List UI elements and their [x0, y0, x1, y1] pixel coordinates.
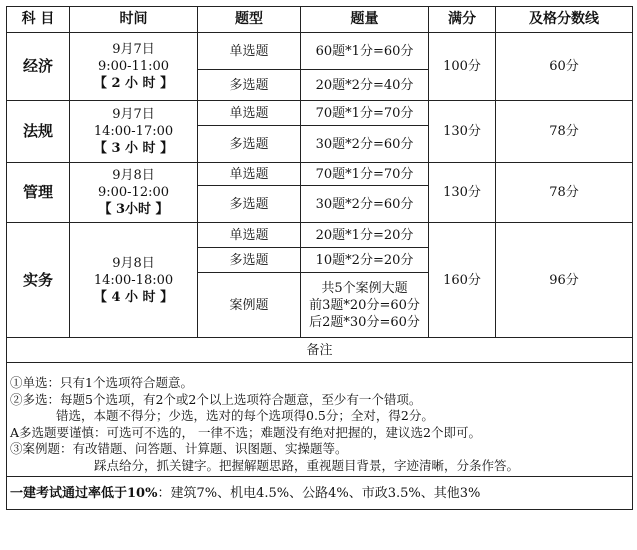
case-line: 共5个案例大题 [321, 280, 408, 296]
header-time: 时间 [70, 7, 198, 33]
question-type: 单选题 [198, 223, 301, 248]
time-regulations [70, 101, 198, 163]
question-count: 70题*1分=70分 [301, 163, 429, 186]
subject-economy: 经济 [7, 33, 70, 101]
notes-body [7, 363, 633, 477]
full-score-economy: 100分 [429, 33, 496, 101]
question-type: 多选题 [198, 248, 301, 273]
time-economy [70, 33, 198, 101]
question-type: 多选题 [198, 70, 301, 101]
full-score-practice: 160分 [429, 223, 496, 338]
note-line: ②多选：每题5个选项，有2个或2个以上选项符合题意，至少有一个错项。 [10, 391, 422, 407]
pass-score-regulations: 78分 [496, 101, 633, 163]
exam-duration: 【 4 小 时 】 [93, 289, 174, 305]
exam-duration: 【 3 小 时 】 [93, 141, 174, 156]
question-count: 30题*2分=60分 [301, 186, 429, 223]
exam-schedule-table [6, 6, 633, 510]
exam-duration: 【 2 小 时 】 [93, 76, 174, 91]
subject-practice: 实务 [7, 223, 70, 338]
question-type: 单选题 [198, 163, 301, 186]
question-count: 20题*1分=20分 [301, 223, 429, 248]
time-practice [70, 223, 198, 338]
case-question-count [301, 273, 429, 338]
question-count: 70题*1分=70分 [301, 101, 429, 126]
header-question-type: 题型 [198, 7, 301, 33]
subject-management: 管理 [7, 163, 70, 223]
exam-hours: 9:00-11:00 [97, 59, 170, 74]
exam-hours: 14:00-18:00 [93, 272, 174, 288]
question-type: 单选题 [198, 33, 301, 70]
note-line: A多选题要谨慎：可选可不选的， 一律不选；难题没有绝对把握的，建议选2个即可。 [10, 424, 481, 440]
header-full-score: 满分 [429, 7, 496, 33]
question-count: 20题*2分=40分 [301, 70, 429, 101]
pass-rate-details: ：建筑7%、机电4.5%、公路4%、市政3.5%、其他3% [157, 485, 481, 501]
question-count: 60题*1分=60分 [301, 33, 429, 70]
full-score-management: 130分 [429, 163, 496, 223]
full-score-regulations: 130分 [429, 101, 496, 163]
pass-score-economy: 60分 [496, 33, 633, 101]
header-pass-score: 及格分数线 [496, 7, 633, 33]
exam-date: 9月7日 [112, 42, 155, 57]
notes-title: 备注 [7, 338, 633, 363]
note-line: 错选，本题不得分；少选，选对的每个选项得0.5分；全对，得2分。 [56, 408, 434, 423]
question-count: 30题*2分=60分 [301, 126, 429, 163]
case-line: 后2题*30分=60分 [309, 314, 420, 330]
header-question-count: 题量 [301, 7, 429, 33]
time-management [70, 163, 198, 223]
note-line: 踩点给分，抓关键字。把握解题思路，重视题目背景，字迹清晰，分条作答。 [94, 457, 520, 473]
exam-date: 9月8日 [112, 255, 155, 271]
note-line: ①单选：只有1个选项符合题意。 [10, 375, 193, 390]
question-count: 10题*2分=20分 [301, 248, 429, 273]
pass-rate-bold: 一建考试通过率低于10% [10, 485, 158, 501]
exam-date: 9月7日 [112, 107, 155, 122]
question-type: 案例题 [198, 273, 301, 338]
subject-regulations: 法规 [7, 101, 70, 163]
question-type: 多选题 [198, 186, 301, 223]
header-subject: 科 目 [7, 7, 70, 33]
pass-rate-footer [7, 477, 633, 510]
pass-score-practice: 96分 [496, 223, 633, 338]
exam-hours: 14:00-17:00 [93, 124, 174, 139]
question-type: 单选题 [198, 101, 301, 126]
exam-date: 9月8日 [112, 168, 155, 183]
note-line: ③案例题：有改错题、问答题、计算题、识图题、实操题等。 [10, 441, 348, 456]
exam-duration: 【 3小时 】 [98, 202, 169, 217]
exam-hours: 9:00-12:00 [97, 185, 170, 200]
case-line: 前3题*20分=60分 [309, 297, 420, 313]
pass-score-management: 78分 [496, 163, 633, 223]
question-type: 多选题 [198, 126, 301, 163]
